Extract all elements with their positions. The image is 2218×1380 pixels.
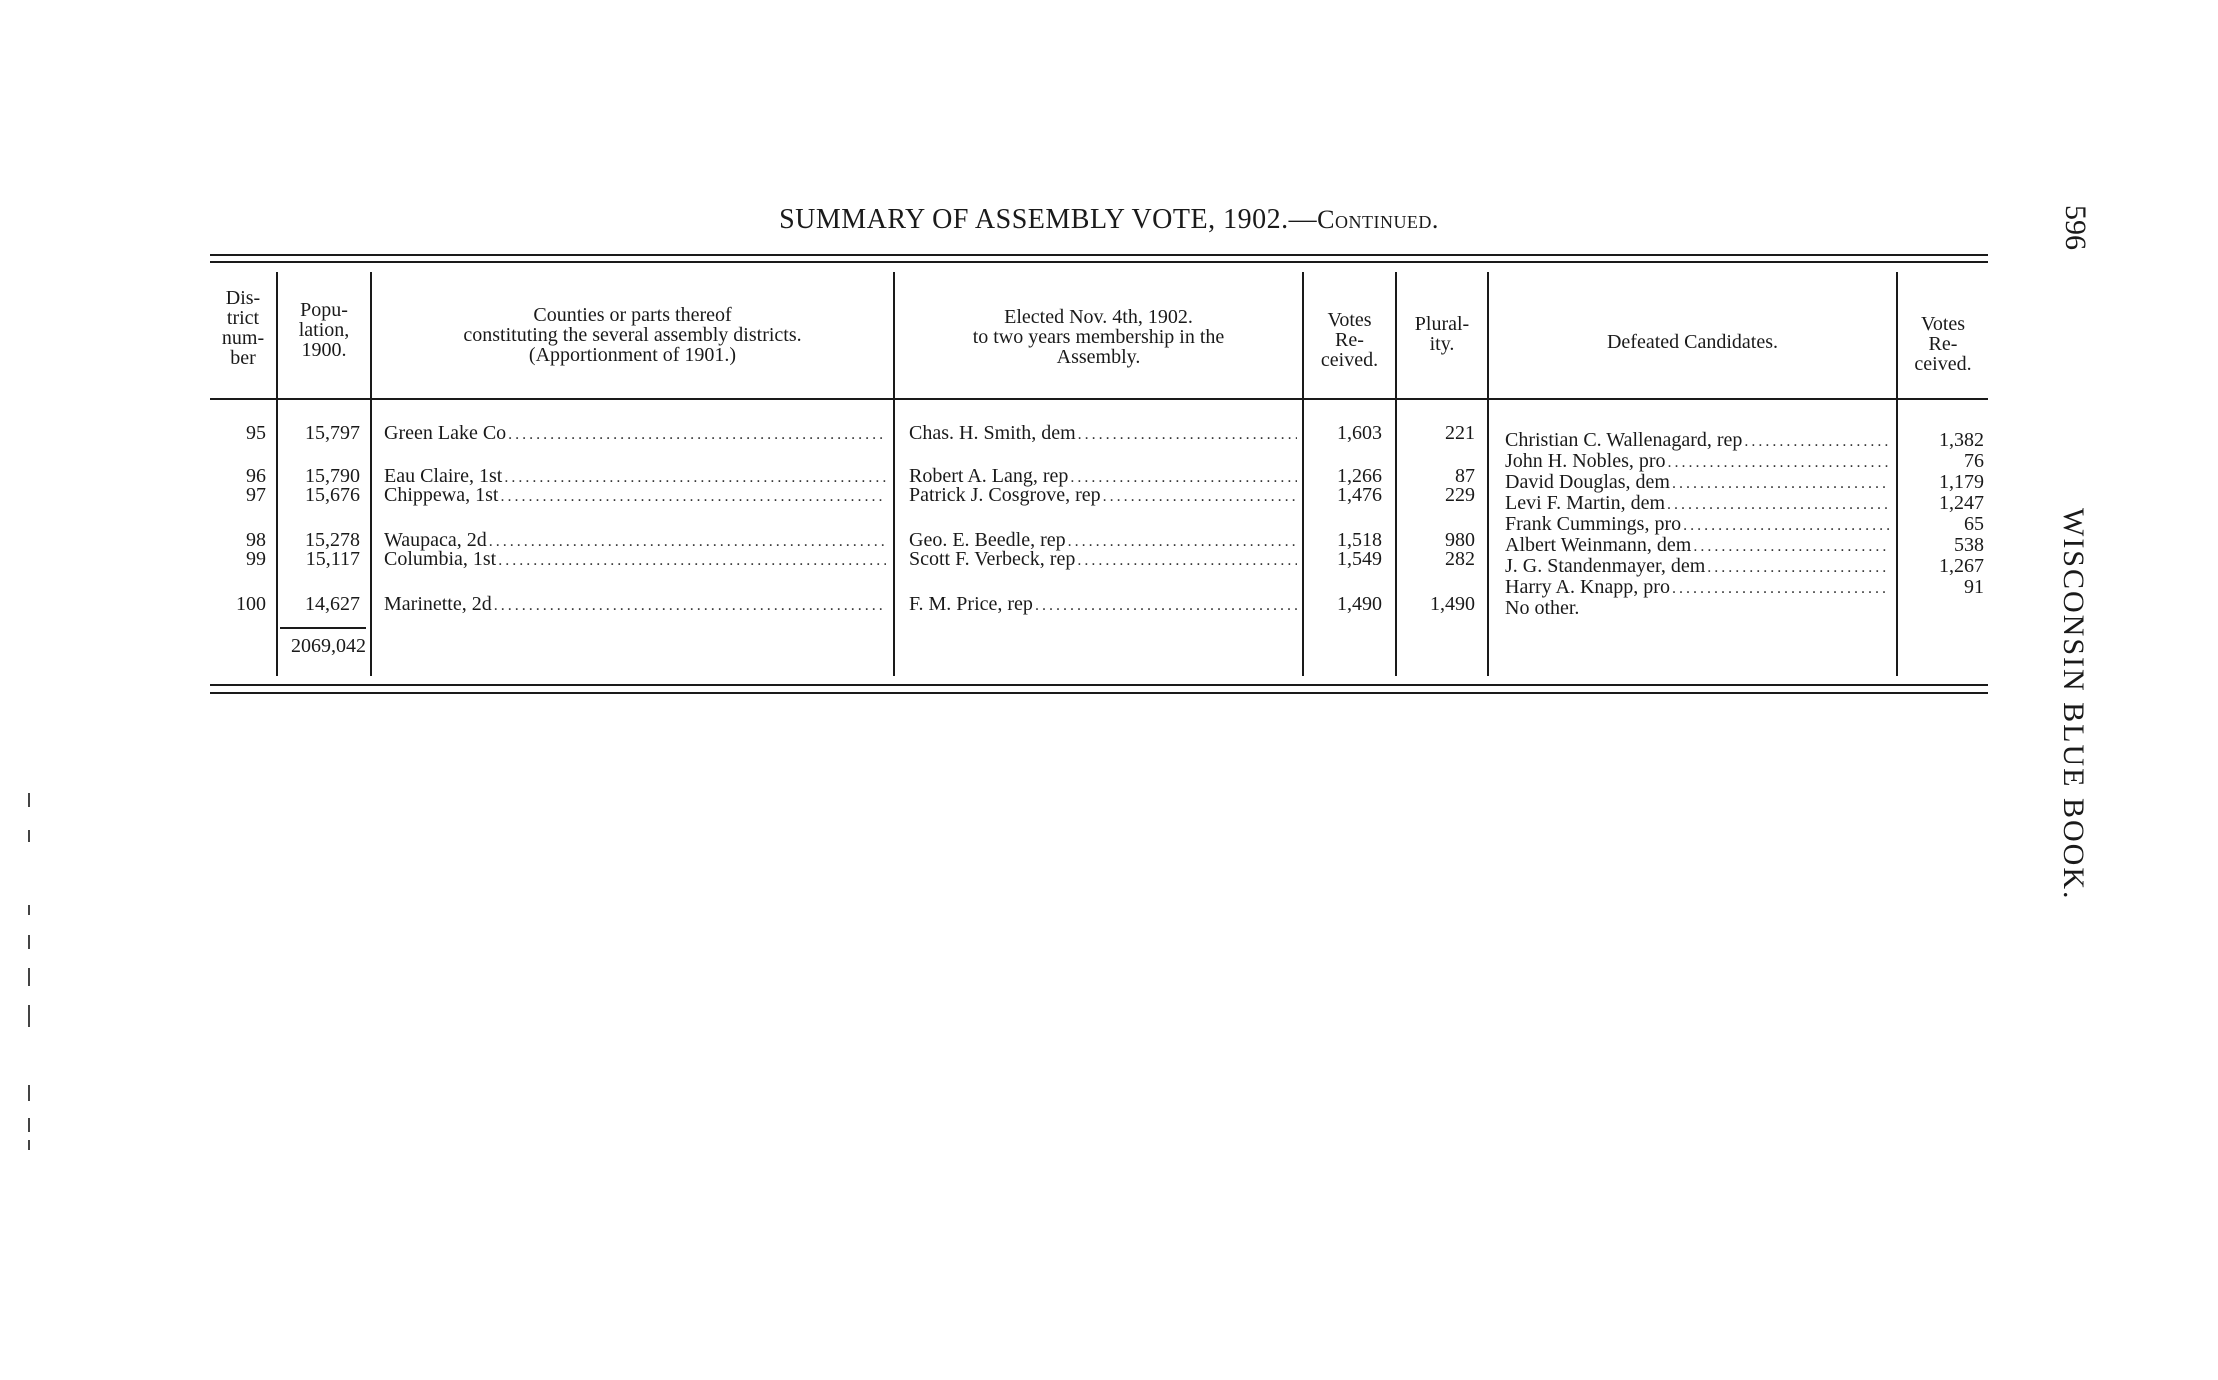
table-row-county: Waupaca, 2d ..... [384,530,886,552]
table-row-votes: 1,603 [1337,422,1382,444]
scan-artifact [28,793,30,807]
table-row-elected: Robert A. Lang, rep ..... [909,466,1297,488]
defeated-candidate: J. G. Standenmayer, dem ..... [1505,556,1890,578]
table-row-district: 98 [246,529,266,551]
scan-artifact [28,830,30,842]
defeated-candidate: Levi F. Martin, dem ..... [1505,493,1890,515]
header-counties: Counties or parts thereof constituting the several assembly districts. (Apportionment of 1901.) [463,304,802,366]
title-main: SUMMARY OF ASSEMBLY VOTE, 1902.— [779,204,1318,235]
population-total: 2069,042 [291,635,366,657]
table-row-county: Eau Claire, 1st ..... [384,466,886,488]
table-row-votes: 1,518 [1337,529,1382,551]
scan-artifact [28,1118,30,1132]
scan-artifact [28,935,30,949]
table-row-county: Marinette, 2d ..... [384,594,886,616]
defeated-candidate: Albert Weinmann, dem ..... [1505,535,1890,557]
defeated-votes: 91 [1964,576,1984,598]
table-row-votes: 1,490 [1337,593,1382,615]
table-row-population: 15,797 [305,422,360,444]
header-bottom-rule [210,398,1988,400]
table-row-plurality: 221 [1445,422,1475,444]
scan-artifact [28,968,30,986]
table-row-elected: Geo. E. Beedle, rep ..... [909,530,1297,552]
header-population: Popu- lation, 1900. [298,299,350,361]
defeated-votes: 538 [1954,534,1984,556]
table-top-rule-2 [210,261,1988,263]
table-row-population: 15,278 [305,529,360,551]
table-row-votes: 1,549 [1337,548,1382,570]
table-row-plurality: 87 [1455,465,1475,487]
header-elected: Elected Nov. 4th, 1902. to two years membership in the Assembly. [972,306,1225,368]
defeated-votes: 1,382 [1939,429,1984,451]
header-votes-defeated: Votes Re- ceived. [1914,313,1972,375]
table-row-plurality: 229 [1445,484,1475,506]
scan-artifact [28,1085,30,1101]
table-row-population: 15,790 [305,465,360,487]
table-top-rule [210,254,1988,256]
table-row-district: 99 [246,548,266,570]
table-row-district: 97 [246,484,266,506]
title-continued: Continued. [1317,205,1439,234]
table-row-county: Green Lake Co ..... [384,423,886,445]
table-row-plurality: 1,490 [1430,593,1475,615]
defeated-votes: 76 [1964,450,1984,472]
table-row-votes: 1,476 [1337,484,1382,506]
table-row-district: 100 [236,593,266,615]
table-row-population: 15,117 [305,548,360,570]
running-head: WISCONSIN BLUE BOOK. [2057,508,2090,901]
defeated-candidate: No other. [1505,597,1580,619]
defeated-candidate: Harry A. Knapp, pro ..... [1505,577,1890,599]
table-row-elected: F. M. Price, rep ..... [909,594,1297,616]
table-row-plurality: 980 [1445,529,1475,551]
table-row-elected: Patrick J. Cosgrove, rep ..... [909,485,1297,507]
page-number: 596 [2059,205,2092,250]
table-row-population: 14,627 [305,593,360,615]
scan-artifact [28,1140,30,1150]
defeated-votes: 1,247 [1939,492,1984,514]
table-row-district: 96 [246,465,266,487]
table-bottom-rule [210,684,1988,686]
population-total-rule [280,627,366,629]
scan-artifact [28,1005,30,1027]
table-row-population: 15,676 [305,484,360,506]
table-row-votes: 1,266 [1337,465,1382,487]
defeated-votes: 1,267 [1939,555,1984,577]
header-votes: Votes Re- ceived. [1320,309,1379,371]
scan-artifact [28,905,30,915]
page-title [0,204,2218,236]
table-bottom-rule-2 [210,692,1988,694]
table-row-county: Columbia, 1st ..... [384,549,886,571]
header-plurality: Plural- ity. [1414,313,1470,355]
defeated-candidate: David Douglas, dem ..... [1505,472,1890,494]
table-row-elected: Scott F. Verbeck, rep ..... [909,549,1297,571]
header-district: Dis- trict num- ber [221,287,265,369]
defeated-candidate: Christian C. Wallenagard, rep ..... [1505,430,1890,452]
defeated-candidate: Frank Cummings, pro ..... [1505,514,1890,536]
table-row-district: 95 [246,422,266,444]
table-row-plurality: 282 [1445,548,1475,570]
defeated-votes: 65 [1964,513,1984,535]
header-defeated: Defeated Candidates. [1606,331,1779,353]
defeated-candidate: John H. Nobles, pro ..... [1505,451,1890,473]
table-row-county: Chippewa, 1st ..... [384,485,886,507]
table-row-elected: Chas. H. Smith, dem ..... [909,423,1297,445]
defeated-votes: 1,179 [1939,471,1984,493]
